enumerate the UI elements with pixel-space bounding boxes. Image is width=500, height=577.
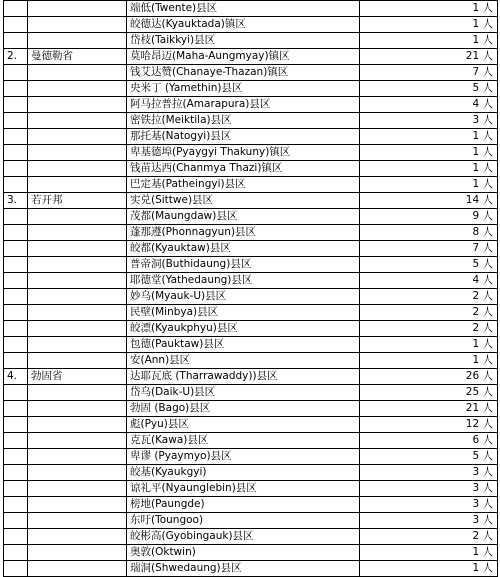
count-cell: 3 人 xyxy=(360,113,498,129)
row-number-cell xyxy=(4,209,28,225)
region-cell xyxy=(28,529,127,545)
region-cell xyxy=(28,449,127,465)
count-cell: 6 人 xyxy=(360,433,498,449)
count-cell: 1 人 xyxy=(360,17,498,33)
district-cell: 耶德堂(Yathedaung)县区 xyxy=(127,273,360,289)
row-number-cell xyxy=(4,33,28,49)
district-cell: 钱艾达赞(Chanaye-Thazan)镇区 xyxy=(127,65,360,81)
count-cell: 1 人 xyxy=(360,337,498,353)
row-number-cell xyxy=(4,97,28,113)
count-cell: 3 人 xyxy=(360,497,498,513)
row-number-cell xyxy=(4,113,28,129)
row-number-cell xyxy=(4,81,28,97)
district-cell: 茂都(Maungdaw)县区 xyxy=(127,209,360,225)
count-cell: 2 人 xyxy=(360,321,498,337)
region-cell: 勃固省 xyxy=(28,369,127,385)
count-cell: 5 人 xyxy=(360,81,498,97)
region-cell xyxy=(28,177,127,193)
district-cell: 勃固 (Bago)县区 xyxy=(127,401,360,417)
district-cell: 妙乌(Myauk-U)县区 xyxy=(127,289,360,305)
table-row xyxy=(4,241,498,257)
row-number-cell xyxy=(4,289,28,305)
table-row xyxy=(4,129,498,145)
region-cell xyxy=(28,289,127,305)
region-cell xyxy=(28,113,127,129)
district-cell: 安(Ann)县区 xyxy=(127,353,360,369)
count-cell: 1 人 xyxy=(360,561,498,577)
district-cell: 实兑(Sittwe)县区 xyxy=(127,193,360,209)
row-number-cell xyxy=(4,401,28,417)
region-cell xyxy=(28,225,127,241)
district-cell: 那托基(Natogyi)县区 xyxy=(127,129,360,145)
district-cell: 卑谬 (Pyaymyo)县区 xyxy=(127,449,360,465)
count-cell: 2 人 xyxy=(360,289,498,305)
table-row xyxy=(4,289,498,305)
region-cell xyxy=(28,241,127,257)
count-cell: 12 人 xyxy=(360,417,498,433)
region-cell xyxy=(28,545,127,561)
district-cell: 央米丁 (Yamethin)县区 xyxy=(127,81,360,97)
table-row xyxy=(4,497,498,513)
district-cell: 莫哈昂迈(Maha-Aungmyay)镇区 xyxy=(127,49,360,65)
district-count-table xyxy=(3,0,498,577)
district-cell: 皎漂(Kyaukphyu)县区 xyxy=(127,321,360,337)
row-number-cell: 3. xyxy=(4,193,28,209)
region-cell xyxy=(28,209,127,225)
region-cell xyxy=(28,65,127,81)
table-row xyxy=(4,209,498,225)
table-row xyxy=(4,321,498,337)
district-cell: 瑞洞(Shwedaung)县区 xyxy=(127,561,360,577)
count-cell: 8 人 xyxy=(360,225,498,241)
table-row xyxy=(4,225,498,241)
table-row xyxy=(4,33,498,49)
district-cell: 普帝洞(Buthidaung)县区 xyxy=(127,257,360,273)
region-cell xyxy=(28,97,127,113)
district-cell: 阿马拉普拉(Amarapura)县区 xyxy=(127,97,360,113)
region-cell xyxy=(28,465,127,481)
count-cell: 1 人 xyxy=(360,177,498,193)
row-number-cell xyxy=(4,241,28,257)
table-row xyxy=(4,401,498,417)
table-row xyxy=(4,545,498,561)
table-row xyxy=(4,465,498,481)
row-number-cell xyxy=(4,529,28,545)
region-cell xyxy=(28,33,127,49)
region-cell xyxy=(28,1,127,17)
district-cell: 钱苗达西(Chanmya Thazi)镇区 xyxy=(127,161,360,177)
count-cell: 1 人 xyxy=(360,353,498,369)
count-cell: 25 人 xyxy=(360,385,498,401)
row-number-cell xyxy=(4,433,28,449)
district-cell: 巴定基(Patheingyi)县区 xyxy=(127,177,360,193)
table-row xyxy=(4,113,498,129)
table-row xyxy=(4,161,498,177)
region-cell xyxy=(28,145,127,161)
table-row xyxy=(4,305,498,321)
table-row xyxy=(4,97,498,113)
region-cell xyxy=(28,273,127,289)
district-cell: 谅礼平(Nyaunglebin)县区 xyxy=(127,481,360,497)
region-cell xyxy=(28,321,127,337)
table-row xyxy=(4,257,498,273)
count-cell: 1 人 xyxy=(360,129,498,145)
district-cell: 彪(Pyu)县区 xyxy=(127,417,360,433)
table-row xyxy=(4,369,498,385)
region-cell xyxy=(28,497,127,513)
count-cell: 4 人 xyxy=(360,273,498,289)
region-cell xyxy=(28,401,127,417)
table-row xyxy=(4,145,498,161)
district-cell: 克瓦(Kawa)县区 xyxy=(127,433,360,449)
count-cell: 21 人 xyxy=(360,401,498,417)
table-row xyxy=(4,1,498,17)
count-cell: 14 人 xyxy=(360,193,498,209)
row-number-cell xyxy=(4,273,28,289)
table-row xyxy=(4,481,498,497)
row-number-cell xyxy=(4,513,28,529)
table-row xyxy=(4,65,498,81)
region-cell xyxy=(28,17,127,33)
region-cell xyxy=(28,417,127,433)
region-cell: 若开邦 xyxy=(28,193,127,209)
district-cell: 岱乌(Daik-U)县区 xyxy=(127,385,360,401)
table-row xyxy=(4,49,498,65)
region-cell xyxy=(28,337,127,353)
row-number-cell xyxy=(4,545,28,561)
district-cell: 皎基(Kyaukgyi) xyxy=(127,465,360,481)
district-cell: 达耶瓦底 (Tharrawaddy))县区 xyxy=(127,369,360,385)
row-number-cell xyxy=(4,177,28,193)
row-number-cell xyxy=(4,17,28,33)
row-number-cell: 2. xyxy=(4,49,28,65)
district-cell: 蓬那遵(Phonnagyun)县区 xyxy=(127,225,360,241)
count-cell: 21 人 xyxy=(360,49,498,65)
region-cell xyxy=(28,561,127,577)
row-number-cell xyxy=(4,385,28,401)
district-cell: 民壁(Minbya)县区 xyxy=(127,305,360,321)
region-cell xyxy=(28,385,127,401)
count-cell: 7 人 xyxy=(360,241,498,257)
row-number-cell xyxy=(4,321,28,337)
row-number-cell xyxy=(4,497,28,513)
table-row xyxy=(4,513,498,529)
table-row xyxy=(4,273,498,289)
row-number-cell xyxy=(4,225,28,241)
table-row xyxy=(4,449,498,465)
row-number-cell xyxy=(4,561,28,577)
row-number-cell xyxy=(4,353,28,369)
row-number-cell: 4. xyxy=(4,369,28,385)
region-cell xyxy=(28,481,127,497)
region-cell: 曼德勒省 xyxy=(28,49,127,65)
district-cell: 皎都(Kyauktaw)县区 xyxy=(127,241,360,257)
count-cell: 3 人 xyxy=(360,465,498,481)
row-number-cell xyxy=(4,305,28,321)
table-body xyxy=(4,1,498,577)
district-cell: 端低(Twente)县区 xyxy=(127,1,360,17)
row-number-cell xyxy=(4,161,28,177)
district-cell: 岱枝(Taikkyi)县区 xyxy=(127,33,360,49)
table-row xyxy=(4,353,498,369)
table-row xyxy=(4,529,498,545)
row-number-cell xyxy=(4,129,28,145)
count-cell: 4 人 xyxy=(360,97,498,113)
district-cell: 奥敦(Oktwin) xyxy=(127,545,360,561)
table-row xyxy=(4,337,498,353)
region-cell xyxy=(28,129,127,145)
count-cell: 26 人 xyxy=(360,369,498,385)
district-cell: 密铁拉(Meiktila)县区 xyxy=(127,113,360,129)
region-cell xyxy=(28,433,127,449)
count-cell: 2 人 xyxy=(360,305,498,321)
row-number-cell xyxy=(4,65,28,81)
region-cell xyxy=(28,353,127,369)
table-row xyxy=(4,193,498,209)
table-row xyxy=(4,81,498,97)
row-number-cell xyxy=(4,481,28,497)
district-cell: 包德(Pauktaw)县区 xyxy=(127,337,360,353)
count-cell: 3 人 xyxy=(360,513,498,529)
district-cell: 榜地(Paungde) xyxy=(127,497,360,513)
row-number-cell xyxy=(4,257,28,273)
district-cell: 皎彬高(Gyobingauk)县区 xyxy=(127,529,360,545)
row-number-cell xyxy=(4,1,28,17)
count-cell: 1 人 xyxy=(360,145,498,161)
row-number-cell xyxy=(4,417,28,433)
table-row xyxy=(4,417,498,433)
row-number-cell xyxy=(4,449,28,465)
count-cell: 3 人 xyxy=(360,481,498,497)
table-row xyxy=(4,385,498,401)
table-row xyxy=(4,17,498,33)
region-cell xyxy=(28,305,127,321)
count-cell: 1 人 xyxy=(360,161,498,177)
district-cell: 东吁(Toungoo) xyxy=(127,513,360,529)
count-cell: 1 人 xyxy=(360,545,498,561)
district-cell: 皎德达(Kyauktada)镇区 xyxy=(127,17,360,33)
count-cell: 5 人 xyxy=(360,257,498,273)
table-row xyxy=(4,561,498,577)
district-cell: 卑基德埠(Pyaygyi Thakuny)镇区 xyxy=(127,145,360,161)
count-cell: 9 人 xyxy=(360,209,498,225)
row-number-cell xyxy=(4,465,28,481)
row-number-cell xyxy=(4,337,28,353)
region-cell xyxy=(28,257,127,273)
count-cell: 2 人 xyxy=(360,529,498,545)
region-cell xyxy=(28,513,127,529)
table-row xyxy=(4,433,498,449)
region-cell xyxy=(28,81,127,97)
table-row xyxy=(4,177,498,193)
count-cell: 7 人 xyxy=(360,65,498,81)
count-cell: 1 人 xyxy=(360,1,498,17)
row-number-cell xyxy=(4,145,28,161)
count-cell: 5 人 xyxy=(360,449,498,465)
region-cell xyxy=(28,161,127,177)
count-cell: 1 人 xyxy=(360,33,498,49)
